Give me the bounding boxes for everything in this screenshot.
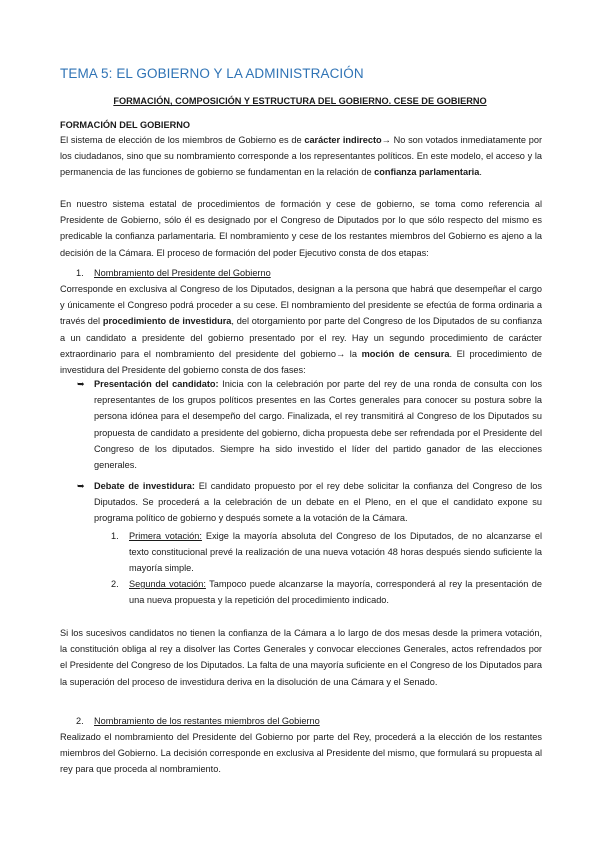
bullet-text: Inicia con la celebración por parte del rey de una ronda de consulta con los representantes de los grupos políticos presentes en las Cortes generales para conocer su postura sobre la persona idónea para el desempeño del cargo. Finalizada, el rey transmitirá al Congreso de los Diputados su propuesta de candidato a presidente del gobierno, dicha propuesta debe ser refrendada por el Presidente del Congreso de los diputados. Siempre ha sido investido el líder del partido ganador de las elecciones generales. (94, 379, 542, 471)
page-subtitle: FORMACIÓN, COMPOSICIÓN Y ESTRUCTURA DEL GOBIERNO. CESE DE GOBIERNO (113, 96, 487, 106)
paragraph-sucesivos-candidatos: Si los sucesivos candidatos no tienen la confianza de la Cámara a lo largo de dos mesas desde la primera votación, la constitución obliga al rey a disolver las Cortes Generales y convocar elecciones Generales, actos refrendados por el Presidente del Congreso de los Diputados. La falta de una mayoría suficiente en el Congreso de los Diputados para la superación del proceso de investidura deriva en la disolución de una Cámara y el Senado. (60, 628, 542, 687)
sub-number: 2. (111, 579, 119, 589)
page-title: TEMA 5: EL GOBIERNO Y LA ADMINISTRACIÓN (60, 66, 364, 81)
text: . El procedimiento de investidura del Presidente del gobierno consta de dos fases: (60, 348, 543, 376)
sub-text: Tampoco puede alcanzarse la mayoría, corresponderá al rey la presentación de una nueva propuesta y la repetición del procedimiento indicado. (129, 579, 542, 606)
text: El sistema de elección de los miembros de Gobierno es de (60, 135, 305, 145)
text: la (345, 348, 362, 359)
paragraph-corresponde (60, 281, 542, 378)
section-heading-presidente: Nombramiento del Presidente del Gobierno (94, 268, 271, 278)
section-number: 2. (76, 716, 84, 726)
arrow-bullet-icon: ➥ (77, 379, 85, 389)
sub-label: Segunda votación: (129, 579, 206, 589)
bullet-text: El candidato propuesto por el rey debe solicitar la confianza del Congreso de los Diputados. Se procederá a la celebración de un debate en el Pleno, en el que el candidato expone su programa político de gobierno y después somete a la votación de la Cámara. (94, 481, 542, 524)
text: Corresponde en exclusiva al Congreso de los Diputados, designan a la persona que habrá que desempeñar el cargo y únicamente el Congreso podrá proceder a su cese. El nombramiento del presidente se efectúa de forma ordinaria a través del (60, 284, 542, 327)
section-heading-formacion: FORMACIÓN DEL GOBIERNO (60, 120, 190, 130)
section-heading-restantes: Nombramiento de los restantes miembros del Gobierno (94, 716, 320, 726)
sub-text: Exige la mayoría absoluta del Congreso de los Diputados, de no alcanzarse el texto constitucional prevé la realización de una nueva votación 48 horas después siendo suficiente la mayoría simple. (129, 531, 542, 574)
bold-text: carácter indirecto (304, 135, 382, 145)
sub-primera-votacion (129, 528, 542, 577)
bullet-label: Presentación del candidato: (94, 379, 219, 389)
section-number: 1. (76, 268, 84, 278)
arrow-icon: → (336, 348, 346, 359)
bold-text: confianza parlamentaria (374, 167, 480, 178)
paragraph-sistema-estatal: En nuestro sistema estatal de procedimientos de formación y cese de gobierno, se toma como referencia al Presidente de Gobierno, sólo él es designado por el Congreso de Diputados por lo que sólo respecto del mismo es predicable la confianza parlamentaria. El nombramiento y cese de los restantes miembros del Gobierno es ajeno a la decisión de la Cámara. El proceso de formación del poder Ejecutivo consta de dos etapas: (60, 199, 542, 258)
paragraph-realizado-nombramiento: Realizado el nombramiento del Presidente del Gobierno por parte del Rey, procederá a la elección de los restantes miembros del Gobierno. La decisión corresponde en exclusiva al Presidente del mismo, que formulará su propuesta al rey para que proceda al nombramiento. (60, 732, 542, 775)
paragraph-sistema-eleccion (60, 132, 542, 181)
text: , del otorgamiento por parte del Congreso de los Diputados de su confianza a un candidato a presidente del gobierno presentado por el rey. Hay un segundo procedimiento de carácter extraordinario para el nombramiento del presidente del gobierno (60, 316, 542, 359)
bullet-debate-investidura (94, 478, 542, 527)
bullet-label: Debate de investidura: (94, 481, 195, 491)
bold-text: procedimiento de investidura (102, 316, 232, 327)
sub-number: 1. (111, 531, 119, 541)
bold-text: moción de censura (361, 348, 450, 359)
sub-label: Primera votación: (129, 531, 202, 541)
sub-segunda-votacion (129, 576, 542, 608)
bullet-presentacion-candidato (94, 376, 542, 473)
arrow-icon: → (381, 135, 391, 145)
arrow-bullet-icon: ➥ (77, 481, 85, 491)
text: No son votados inmediatamente por los ciudadanos, sino que su nombramiento corresponde a los representantes políticos. En este modelo, el acceso y la permanencia de las funciones de gobierno se fundamentan en la relación de (60, 135, 543, 178)
text: . (479, 167, 482, 178)
